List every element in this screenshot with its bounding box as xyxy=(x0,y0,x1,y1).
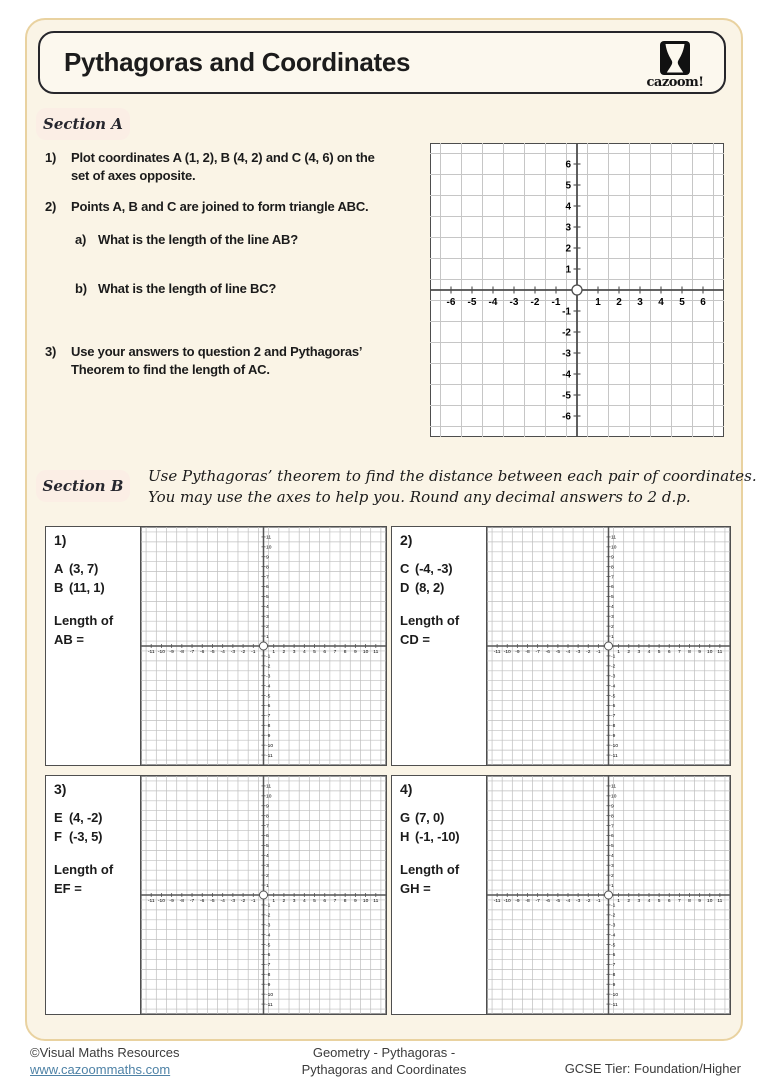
svg-text:10: 10 xyxy=(266,794,272,800)
svg-text:11: 11 xyxy=(266,535,272,541)
svg-text:10: 10 xyxy=(707,898,713,904)
svg-text:-11: -11 xyxy=(611,1002,618,1008)
question-text: What is the length of the line AB? xyxy=(98,232,298,247)
svg-text:-3: -3 xyxy=(562,348,571,360)
cazoom-logo-text: cazoom! xyxy=(646,75,704,90)
footer-topic-line-1: Geometry - Pythagoras - xyxy=(312,1045,456,1060)
svg-text:-11: -11 xyxy=(266,1002,273,1008)
svg-text:-10: -10 xyxy=(266,743,274,749)
svg-text:9: 9 xyxy=(354,898,357,904)
svg-text:-3: -3 xyxy=(266,674,271,680)
svg-text:5: 5 xyxy=(657,898,661,904)
svg-text:4: 4 xyxy=(302,649,306,655)
svg-text:-4: -4 xyxy=(611,933,616,939)
svg-text:6: 6 xyxy=(611,834,614,840)
svg-text:-9: -9 xyxy=(611,733,616,739)
svg-text:6: 6 xyxy=(667,898,671,904)
svg-text:5: 5 xyxy=(313,649,316,655)
problem-1-coordinate-grid xyxy=(141,527,386,765)
svg-text:8: 8 xyxy=(266,565,269,571)
svg-text:-2: -2 xyxy=(530,297,540,308)
instructions-line-1: Use Pythagoras’ theorem to find the distance between each pair of coordinates. xyxy=(148,467,757,485)
point-1: E (4, -2) xyxy=(54,810,103,825)
svg-text:-3: -3 xyxy=(230,649,236,655)
svg-text:-1: -1 xyxy=(551,297,561,308)
svg-text:-2: -2 xyxy=(611,664,616,670)
svg-text:-5: -5 xyxy=(562,390,571,402)
svg-text:4: 4 xyxy=(647,649,651,655)
svg-text:-4: -4 xyxy=(220,898,225,904)
hourglass-icon xyxy=(660,41,690,75)
svg-text:7: 7 xyxy=(611,575,614,581)
svg-text:-7: -7 xyxy=(611,714,616,720)
svg-text:-10: -10 xyxy=(503,649,511,655)
question-text: Plot coordinates A (1, 2), B (4, 2) and C (4, 6) on the set of axes opposite. xyxy=(71,150,375,183)
svg-text:-5: -5 xyxy=(555,898,561,904)
footer-url-link[interactable]: www.cazoommaths.com xyxy=(30,1062,171,1077)
svg-text:3: 3 xyxy=(637,898,641,904)
footer-tier: GCSE Tier: Foundation/Higher xyxy=(564,1061,741,1076)
svg-text:-11: -11 xyxy=(266,753,273,759)
page-title: Pythagoras and Coordinates xyxy=(64,47,411,77)
question-2 xyxy=(45,198,445,216)
svg-text:10: 10 xyxy=(707,649,713,655)
svg-text:5: 5 xyxy=(657,649,661,655)
svg-text:-6: -6 xyxy=(545,649,550,655)
svg-text:-5: -5 xyxy=(467,297,477,308)
length-prompt: Length of AB = xyxy=(54,613,114,647)
svg-text:-6: -6 xyxy=(611,704,616,710)
question-text: Points A, B and C are joined to form triangle ABC. xyxy=(71,199,369,214)
svg-text:-1: -1 xyxy=(596,898,601,904)
svg-text:-4: -4 xyxy=(266,684,271,690)
problem-text-area xyxy=(392,527,487,765)
svg-text:-6: -6 xyxy=(562,411,571,423)
svg-text:2: 2 xyxy=(266,624,269,630)
svg-text:-11: -11 xyxy=(147,898,155,904)
svg-text:-2: -2 xyxy=(266,913,271,919)
svg-text:-3: -3 xyxy=(611,674,616,680)
svg-text:-8: -8 xyxy=(179,898,185,904)
svg-text:-8: -8 xyxy=(266,973,271,979)
problem-box-1 xyxy=(45,526,387,766)
svg-text:-4: -4 xyxy=(611,684,616,690)
svg-text:-7: -7 xyxy=(535,649,540,655)
svg-text:3: 3 xyxy=(637,297,643,308)
question-number: 3) xyxy=(45,344,57,359)
svg-text:-7: -7 xyxy=(611,963,616,969)
svg-text:11: 11 xyxy=(717,649,723,655)
svg-text:-7: -7 xyxy=(189,898,195,904)
svg-text:-8: -8 xyxy=(179,649,185,655)
svg-text:-8: -8 xyxy=(611,724,616,730)
svg-text:-5: -5 xyxy=(555,649,561,655)
svg-text:-5: -5 xyxy=(611,694,616,700)
svg-text:-11: -11 xyxy=(611,753,618,759)
svg-text:8: 8 xyxy=(611,814,614,820)
svg-text:8: 8 xyxy=(266,814,269,820)
svg-text:-5: -5 xyxy=(611,943,616,949)
svg-text:3: 3 xyxy=(292,649,296,655)
svg-text:-10: -10 xyxy=(611,992,619,998)
svg-text:7: 7 xyxy=(678,649,681,655)
svg-text:5: 5 xyxy=(611,595,614,601)
title-box xyxy=(38,31,726,94)
svg-text:10: 10 xyxy=(266,545,272,551)
svg-text:4: 4 xyxy=(611,605,614,611)
svg-text:-4: -4 xyxy=(562,369,571,381)
question-2b xyxy=(75,280,445,298)
svg-text:-7: -7 xyxy=(189,649,195,655)
svg-text:-4: -4 xyxy=(565,649,571,655)
footer-copyright: ©Visual Maths Resources xyxy=(30,1045,180,1060)
svg-text:5: 5 xyxy=(313,898,316,904)
svg-text:1: 1 xyxy=(611,883,614,889)
svg-text:5: 5 xyxy=(679,297,685,308)
svg-text:8: 8 xyxy=(688,649,691,655)
svg-text:1: 1 xyxy=(595,297,601,308)
svg-text:-10: -10 xyxy=(266,992,274,998)
svg-text:4: 4 xyxy=(658,297,664,308)
svg-text:9: 9 xyxy=(698,649,701,655)
svg-text:7: 7 xyxy=(266,824,269,830)
svg-text:10: 10 xyxy=(611,545,617,551)
svg-text:-7: -7 xyxy=(535,898,540,904)
svg-text:-4: -4 xyxy=(488,297,498,308)
svg-text:1: 1 xyxy=(565,264,571,276)
svg-text:-2: -2 xyxy=(266,664,271,670)
page-frame xyxy=(25,18,757,1041)
svg-text:-2: -2 xyxy=(562,327,571,339)
svg-text:6: 6 xyxy=(266,585,269,591)
svg-text:-2: -2 xyxy=(240,898,246,904)
problem-text-area xyxy=(46,776,141,1014)
svg-text:-1: -1 xyxy=(562,306,571,318)
svg-text:11: 11 xyxy=(266,784,272,790)
svg-text:1: 1 xyxy=(272,898,276,904)
svg-text:-9: -9 xyxy=(169,649,174,655)
section-b-instructions xyxy=(148,466,757,508)
svg-text:-8: -8 xyxy=(525,898,530,904)
svg-text:3: 3 xyxy=(565,222,571,234)
svg-text:-6: -6 xyxy=(545,898,550,904)
svg-text:4: 4 xyxy=(266,605,269,611)
question-text: Use your answers to question 2 and Pythagoras’ Theorem to find the length of AC. xyxy=(71,344,363,377)
svg-text:-9: -9 xyxy=(611,982,616,988)
svg-text:3: 3 xyxy=(611,863,614,869)
svg-text:-6: -6 xyxy=(266,704,271,710)
svg-text:-11: -11 xyxy=(493,898,501,904)
svg-text:-6: -6 xyxy=(446,297,456,308)
svg-text:2: 2 xyxy=(282,898,286,904)
problem-number: 3) xyxy=(54,781,67,797)
svg-text:-9: -9 xyxy=(169,898,174,904)
problem-2-coordinate-grid xyxy=(487,527,730,765)
svg-text:-4: -4 xyxy=(565,898,571,904)
svg-text:5: 5 xyxy=(611,844,614,850)
svg-text:1: 1 xyxy=(611,634,614,640)
question-number: b) xyxy=(75,281,87,296)
svg-text:5: 5 xyxy=(266,844,269,850)
svg-text:-1: -1 xyxy=(596,649,601,655)
svg-text:1: 1 xyxy=(266,883,269,889)
svg-text:-3: -3 xyxy=(611,923,616,929)
svg-text:5: 5 xyxy=(266,595,269,601)
svg-text:-2: -2 xyxy=(611,913,616,919)
problem-number: 4) xyxy=(400,781,413,797)
svg-text:4: 4 xyxy=(647,898,651,904)
length-prompt: Length of CD = xyxy=(400,613,460,647)
svg-text:2: 2 xyxy=(616,297,622,308)
question-2a xyxy=(75,231,445,249)
svg-text:10: 10 xyxy=(362,649,369,655)
svg-text:8: 8 xyxy=(343,649,347,655)
svg-text:-1: -1 xyxy=(611,903,616,909)
point-1: A (3, 7) xyxy=(54,561,99,576)
svg-text:1: 1 xyxy=(272,649,276,655)
svg-text:2: 2 xyxy=(266,873,269,879)
problem-text-area xyxy=(46,527,141,765)
svg-text:10: 10 xyxy=(611,794,617,800)
svg-text:6: 6 xyxy=(611,585,614,591)
svg-text:3: 3 xyxy=(266,615,269,620)
problem-4-coordinate-grid xyxy=(487,776,730,1014)
svg-text:-6: -6 xyxy=(200,898,205,904)
svg-text:7: 7 xyxy=(333,898,337,904)
svg-text:-7: -7 xyxy=(266,963,271,969)
problem-box-4 xyxy=(391,775,731,1015)
svg-text:1: 1 xyxy=(617,898,620,904)
svg-text:-8: -8 xyxy=(611,973,616,979)
svg-text:8: 8 xyxy=(343,898,347,904)
point-2: F (-3, 5) xyxy=(54,829,103,844)
svg-text:6: 6 xyxy=(565,159,571,171)
section-b-problems xyxy=(45,526,731,1015)
svg-text:7: 7 xyxy=(333,649,337,655)
instructions-line-2: You may use the axes to help you. Round any decimal answers to 2 d.p. xyxy=(148,488,691,506)
svg-text:6: 6 xyxy=(323,649,327,655)
svg-text:-8: -8 xyxy=(525,649,530,655)
svg-text:4: 4 xyxy=(302,898,306,904)
svg-text:2: 2 xyxy=(627,898,631,904)
svg-text:-4: -4 xyxy=(266,933,271,939)
svg-text:-10: -10 xyxy=(157,898,165,904)
svg-text:-6: -6 xyxy=(200,649,205,655)
point-1: C (-4, -3) xyxy=(400,561,453,576)
svg-text:2: 2 xyxy=(627,649,631,655)
section-b-label: Section B xyxy=(36,470,130,502)
svg-text:9: 9 xyxy=(611,804,614,810)
svg-text:-9: -9 xyxy=(515,649,520,655)
svg-text:9: 9 xyxy=(266,804,269,810)
svg-text:-10: -10 xyxy=(157,649,165,655)
svg-text:-4: -4 xyxy=(220,649,225,655)
section-a-coordinate-grid xyxy=(430,143,724,437)
svg-text:-5: -5 xyxy=(266,694,271,700)
section-a-questions xyxy=(45,149,445,379)
svg-text:2: 2 xyxy=(565,243,571,255)
svg-text:-10: -10 xyxy=(503,898,511,904)
svg-text:9: 9 xyxy=(266,555,269,561)
footer-topic-line-2: Pythagoras and Coordinates xyxy=(301,1062,467,1077)
point-2: H (-1, -10) xyxy=(400,829,460,844)
svg-text:1: 1 xyxy=(266,634,269,640)
problem-text-area xyxy=(392,776,487,1014)
svg-text:-3: -3 xyxy=(230,898,236,904)
svg-text:3: 3 xyxy=(266,864,269,869)
svg-text:-7: -7 xyxy=(266,714,271,720)
svg-text:9: 9 xyxy=(611,555,614,561)
question-number: a) xyxy=(75,232,87,247)
svg-text:4: 4 xyxy=(611,854,614,860)
question-1 xyxy=(45,149,445,185)
svg-text:7: 7 xyxy=(678,898,681,904)
svg-text:10: 10 xyxy=(362,898,369,904)
svg-text:11: 11 xyxy=(611,784,617,790)
svg-text:6: 6 xyxy=(323,898,327,904)
length-prompt: Length of GH = xyxy=(400,862,460,896)
section-a-label: Section A xyxy=(36,108,130,140)
cazoom-logo xyxy=(644,41,706,89)
svg-text:7: 7 xyxy=(266,575,269,581)
svg-text:2: 2 xyxy=(611,624,614,630)
svg-text:11: 11 xyxy=(373,649,379,655)
question-number: 2) xyxy=(45,199,57,214)
svg-text:7: 7 xyxy=(611,824,614,830)
svg-text:-1: -1 xyxy=(251,649,256,655)
svg-text:-5: -5 xyxy=(210,898,215,904)
svg-text:-2: -2 xyxy=(586,898,591,904)
point-2: B (11, 1) xyxy=(54,580,105,595)
svg-text:3: 3 xyxy=(637,649,641,655)
question-text: What is the length of line BC? xyxy=(98,281,277,296)
length-prompt: Length of EF = xyxy=(54,862,114,896)
svg-text:-3: -3 xyxy=(509,297,519,308)
svg-text:1: 1 xyxy=(617,649,620,655)
point-2: D (8, 2) xyxy=(400,580,445,595)
svg-text:-10: -10 xyxy=(611,743,619,749)
svg-text:-1: -1 xyxy=(611,654,616,660)
svg-text:6: 6 xyxy=(667,649,671,655)
svg-text:-5: -5 xyxy=(210,649,215,655)
svg-text:3: 3 xyxy=(292,898,296,904)
svg-text:-2: -2 xyxy=(586,649,591,655)
svg-text:5: 5 xyxy=(565,180,571,192)
svg-text:-1: -1 xyxy=(266,903,271,909)
svg-text:-3: -3 xyxy=(575,898,581,904)
svg-text:-3: -3 xyxy=(266,923,271,929)
svg-text:-11: -11 xyxy=(147,649,155,655)
problem-number: 2) xyxy=(400,532,413,548)
question-number: 1) xyxy=(45,150,57,165)
question-3 xyxy=(45,343,445,379)
svg-text:8: 8 xyxy=(688,898,691,904)
point-1: G (7, 0) xyxy=(400,810,445,825)
svg-text:6: 6 xyxy=(700,297,706,308)
svg-text:8: 8 xyxy=(611,565,614,571)
svg-text:6: 6 xyxy=(266,834,269,840)
svg-text:-9: -9 xyxy=(266,734,271,739)
svg-text:-1: -1 xyxy=(266,654,271,660)
problem-3-coordinate-grid xyxy=(141,776,386,1014)
svg-text:-9: -9 xyxy=(515,898,520,904)
svg-text:4: 4 xyxy=(266,854,269,860)
svg-text:11: 11 xyxy=(717,898,723,904)
svg-text:11: 11 xyxy=(373,898,379,904)
svg-text:-5: -5 xyxy=(266,943,271,949)
svg-text:2: 2 xyxy=(282,649,286,655)
svg-text:9: 9 xyxy=(698,898,701,904)
problem-box-3 xyxy=(45,775,387,1015)
svg-text:3: 3 xyxy=(611,614,614,620)
svg-text:4: 4 xyxy=(565,201,571,213)
svg-text:9: 9 xyxy=(354,649,357,655)
svg-text:-6: -6 xyxy=(266,953,271,959)
svg-text:2: 2 xyxy=(611,873,614,879)
svg-text:-2: -2 xyxy=(240,649,246,655)
svg-text:-1: -1 xyxy=(251,898,256,904)
svg-text:11: 11 xyxy=(611,535,617,541)
svg-text:-9: -9 xyxy=(266,983,271,988)
svg-text:-6: -6 xyxy=(611,953,616,959)
problem-box-2 xyxy=(391,526,731,766)
problem-number: 1) xyxy=(54,532,67,548)
svg-text:-8: -8 xyxy=(266,724,271,730)
svg-text:-11: -11 xyxy=(493,649,501,655)
svg-text:-3: -3 xyxy=(575,649,581,655)
